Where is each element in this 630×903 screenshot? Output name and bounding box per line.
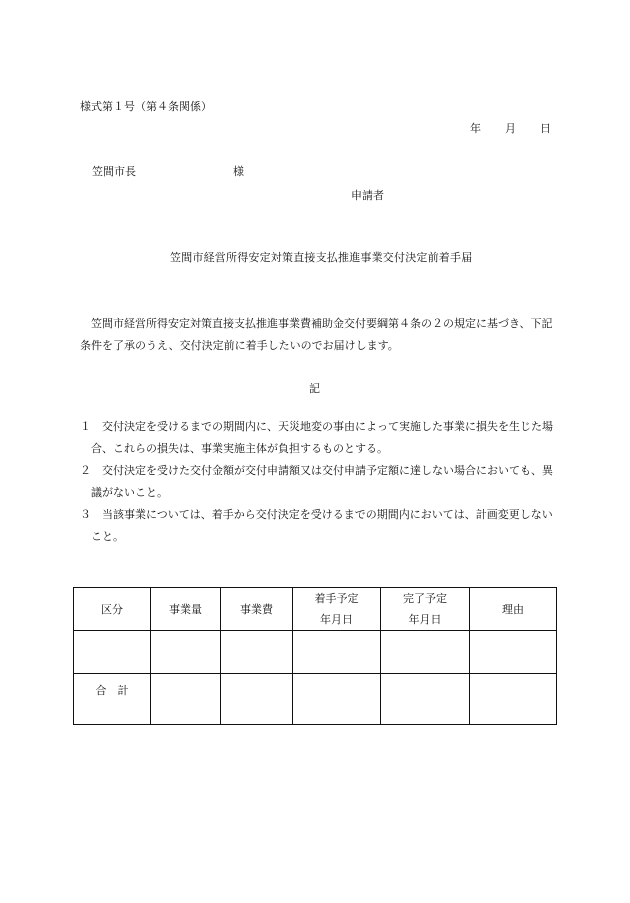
- table-cell[interactable]: [221, 674, 293, 725]
- table-total-row: [74, 674, 557, 725]
- condition-item: [80, 416, 556, 460]
- condition-text: 当該事業については、着手から交付決定を受けるまでの期間内においては、計画変更しないこと。: [91, 508, 553, 543]
- condition-text: 交付決定を受けた交付金額が交付申請額又は交付申請予定額に達しない場合においても、異議がないこと。: [91, 464, 553, 499]
- header-volume: 事業量: [151, 588, 221, 631]
- condition-text: 交付決定を受けるまでの期間内に、天災地変の事由によって実施した事業に損失を生じた場合、これらの損失は、事業実施主体が負担するものとする。: [91, 420, 553, 455]
- table-cell[interactable]: [151, 674, 221, 725]
- applicant-label: 申請者: [351, 189, 384, 202]
- header-end-date: [381, 588, 470, 631]
- document-title: 笠間市経営所得安定対策直接支払推進事業交付決定前着手届: [170, 251, 473, 264]
- header-category: 区分: [74, 588, 151, 631]
- table-row: [74, 631, 557, 674]
- addressee-honorific: 様: [233, 165, 244, 178]
- table-cell[interactable]: [381, 631, 470, 674]
- total-label: 合 計: [74, 674, 151, 725]
- header-start-date: [293, 588, 381, 631]
- header-cost: 事業費: [221, 588, 293, 631]
- table-cell[interactable]: [470, 631, 557, 674]
- date-month: 月: [505, 122, 516, 135]
- condition-number: ２: [80, 464, 91, 477]
- header-reason: 理由: [470, 588, 557, 631]
- table-cell[interactable]: [381, 674, 470, 725]
- condition-item: [80, 460, 556, 504]
- table-cell[interactable]: [221, 631, 293, 674]
- table-cell[interactable]: [151, 631, 221, 674]
- addressee-name: 笠間市長: [92, 165, 136, 178]
- form-number: 様式第１号（第４条関係）: [80, 100, 212, 113]
- table-cell[interactable]: [74, 631, 151, 674]
- condition-number: ３: [80, 508, 91, 521]
- header-end-line2: 年月日: [408, 613, 442, 626]
- table-cell[interactable]: [293, 674, 381, 725]
- table-header-row: [74, 588, 557, 631]
- header-start-line2: 年月日: [320, 613, 353, 626]
- project-table: [73, 587, 557, 725]
- date-line: [470, 123, 551, 134]
- table-cell[interactable]: [470, 674, 557, 725]
- ki-heading: 記: [309, 382, 320, 395]
- intro-paragraph: 笠間市経営所得安定対策直接支払推進事業費補助金交付要綱第４条の２の規定に基づき、下記条件を了承のうえ、交付決定前に着手したいのでお届けします。: [80, 317, 553, 352]
- header-start-line1: 着手予定: [314, 592, 359, 605]
- table-cell[interactable]: [293, 631, 381, 674]
- condition-number: １: [80, 420, 91, 433]
- date-day: 日: [540, 122, 551, 135]
- header-end-line1: 完了予定: [403, 592, 447, 605]
- date-year: 年: [470, 122, 481, 135]
- condition-item: [80, 504, 556, 548]
